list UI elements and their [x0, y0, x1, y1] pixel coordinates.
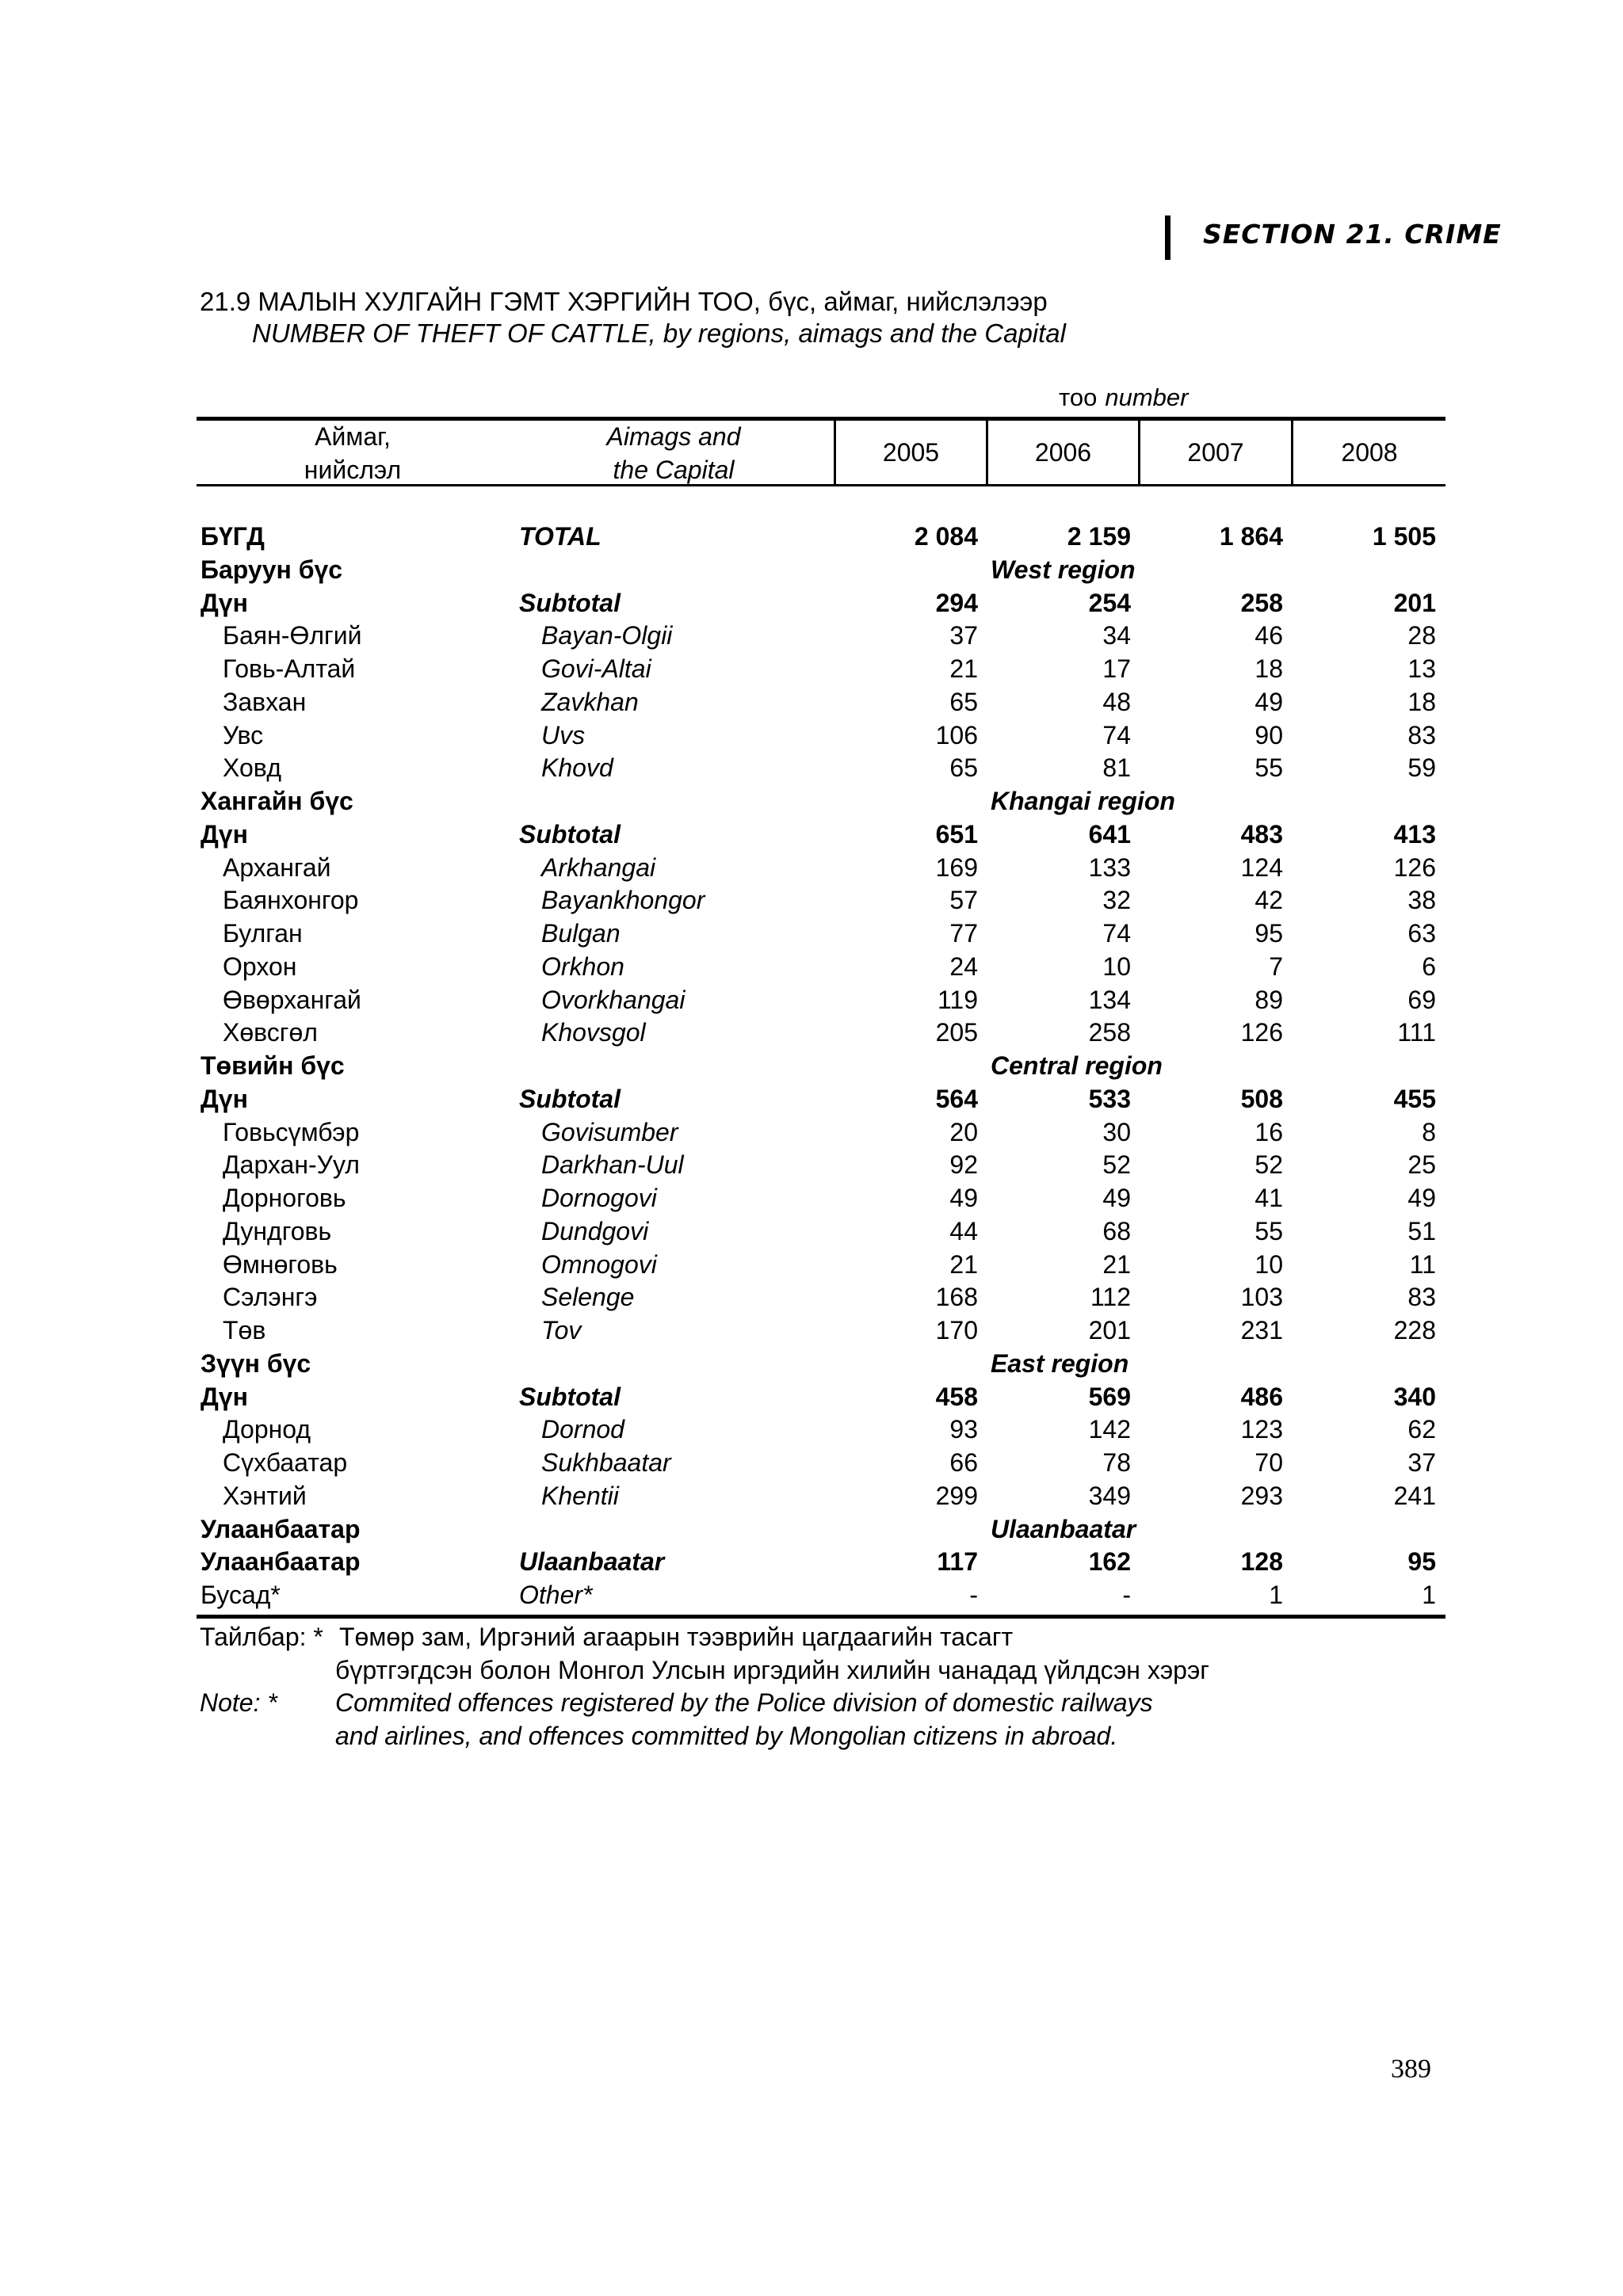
row-label-en: Zavkhan	[541, 687, 639, 716]
cell-value-2007: 128	[1240, 1547, 1283, 1577]
cell-value-2008: 59	[1407, 753, 1436, 783]
cell-value-2006: 48	[1102, 687, 1131, 716]
section-bar	[1165, 215, 1170, 260]
table-bottom-rule	[197, 1615, 1445, 1619]
table-row-region	[0, 1512, 1623, 1546]
section-title: SECTION 21. CRIME	[1203, 219, 1502, 250]
row-label-mn: Өвөрхангай	[223, 985, 361, 1014]
row-label-en: Govisumber	[541, 1117, 678, 1146]
cell-value-2005: 20	[949, 1117, 978, 1146]
row-label-en: Subtotal	[519, 1084, 621, 1113]
cell-value-2005: 21	[949, 654, 978, 683]
cell-value-2006: 34	[1102, 621, 1131, 650]
cell-value-2005: 49	[949, 1184, 978, 1212]
cell-value-2007: 1 864	[1219, 522, 1283, 551]
row-label-mn: Увс	[223, 720, 264, 749]
cell-value-2008: 69	[1407, 985, 1436, 1014]
table-row-item	[0, 917, 1623, 950]
row-label-mn: Булган	[223, 919, 303, 948]
cell-value-2005: 564	[935, 1084, 978, 1113]
row-label-mn: Ховд	[223, 753, 282, 783]
row-label-mn: Говьсүмбэр	[223, 1117, 360, 1146]
cell-value-2007: 89	[1254, 985, 1283, 1014]
row-label-mn: Завхан	[223, 687, 307, 716]
cell-value-2006: 17	[1102, 654, 1131, 683]
cell-value-2008: 455	[1393, 1084, 1436, 1113]
row-label-en: Khovd	[541, 753, 613, 783]
table-row-region	[0, 553, 1623, 586]
row-label-mn: Дүн	[200, 1382, 248, 1411]
cell-value-2006: 32	[1102, 886, 1131, 915]
table-row-item	[0, 1016, 1623, 1049]
row-label-mn: Хэнтий	[223, 1481, 307, 1510]
table-row-item	[0, 1148, 1623, 1181]
table-row-region	[0, 1049, 1623, 1082]
unit-label	[1059, 383, 1188, 412]
table-row-item	[0, 1181, 1623, 1215]
cell-value-2007: 10	[1254, 1249, 1283, 1279]
cell-value-2007: 103	[1240, 1283, 1283, 1312]
cell-value-2006: 21	[1102, 1249, 1131, 1279]
row-label-en: Omnogovi	[541, 1249, 657, 1279]
table-row-item	[0, 1116, 1623, 1149]
cell-value-2007: 52	[1254, 1150, 1283, 1180]
row-label-mn: Дундговь	[223, 1216, 332, 1245]
region-name-mn: Төвийн бүс	[200, 1051, 345, 1080]
header-col-mn	[273, 420, 432, 486]
row-label-en: Selenge	[541, 1283, 635, 1312]
note-text-en-2: and airlines, and offences committed by Mongolian citizens in abroad.	[335, 1722, 1118, 1750]
cell-value-2008: 241	[1393, 1481, 1436, 1510]
cell-value-2007: 70	[1254, 1448, 1283, 1477]
row-label-mn: Дүн	[200, 819, 248, 849]
table-row-item	[0, 719, 1623, 752]
cell-value-2006: 569	[1088, 1382, 1131, 1411]
cell-value-2008: 49	[1407, 1184, 1436, 1212]
row-label-en: Bayankhongor	[541, 886, 705, 915]
header-year: 2006	[1034, 438, 1092, 467]
cell-value-2005: 65	[949, 753, 978, 783]
cell-value-2008: 51	[1407, 1216, 1436, 1245]
cell-value-2008: 83	[1407, 1283, 1436, 1312]
row-label-en: Uvs	[541, 720, 586, 749]
header-year: 2007	[1187, 438, 1244, 467]
cell-value-2006: 49	[1102, 1184, 1131, 1212]
row-label-mn: Баянхонгор	[223, 886, 359, 915]
table-row-item	[0, 983, 1623, 1016]
table-row-subtotal	[0, 1082, 1623, 1116]
cell-value-2007: 55	[1254, 753, 1283, 783]
table-row-total	[0, 520, 1623, 553]
region-name-mn: Хангайн бүс	[200, 787, 353, 815]
cell-value-2008: 228	[1393, 1316, 1436, 1344]
cell-value-2007: 55	[1254, 1216, 1283, 1245]
cell-value-2006: 10	[1102, 952, 1131, 981]
table-row-item	[0, 1215, 1623, 1248]
cell-value-2008: 1	[1422, 1581, 1436, 1609]
region-name-en: East region	[991, 1348, 1129, 1378]
cell-value-2005: 169	[935, 852, 978, 882]
row-label-mn: Баян-Өлгий	[223, 621, 362, 650]
header-col-en-line1: Aimags and	[606, 422, 741, 451]
cell-value-2005: 651	[935, 819, 978, 849]
cell-value-2007: 293	[1240, 1481, 1283, 1510]
cell-value-2005: 117	[937, 1547, 978, 1577]
region-name-mn: Улаанбаатар	[200, 1514, 361, 1543]
row-label-en: Other*	[519, 1581, 593, 1609]
cell-value-2006: 533	[1088, 1084, 1131, 1113]
cell-value-2006: 142	[1088, 1415, 1131, 1444]
cell-value-2005: 57	[949, 886, 978, 915]
table-title-en: NUMBER OF THEFT OF CATTLE, by regions, aimags and the Capital	[252, 318, 1066, 348]
row-label-en: TOTAL	[519, 522, 601, 551]
cell-value-2006: 201	[1088, 1316, 1131, 1344]
cell-value-2008: 83	[1407, 720, 1436, 749]
table-row-subtotal	[0, 1380, 1623, 1413]
region-name-mn: Баруун бүс	[200, 555, 343, 584]
cell-value-2006: -	[1122, 1581, 1131, 1609]
cell-value-2005: 93	[949, 1415, 978, 1444]
cell-value-2007: 95	[1254, 919, 1283, 948]
row-label-mn: БҮГД	[200, 522, 265, 551]
region-name-en: Ulaanbaatar	[991, 1514, 1136, 1543]
cell-value-2006: 74	[1102, 720, 1131, 749]
row-label-en: Dornod	[541, 1415, 624, 1444]
row-label-en: Arkhangai	[541, 852, 656, 882]
cell-value-2006: 133	[1088, 852, 1131, 882]
cell-value-2007: 49	[1254, 687, 1283, 716]
cell-value-2005: 66	[949, 1448, 978, 1477]
unit-mn: тоо	[1059, 383, 1098, 411]
region-name-en: West region	[991, 555, 1136, 584]
row-label-mn: Дорнод	[223, 1415, 311, 1444]
cell-value-2008: 63	[1407, 919, 1436, 948]
cell-value-2006: 74	[1102, 919, 1131, 948]
cell-value-2008: 25	[1407, 1150, 1436, 1180]
table-row-item	[0, 751, 1623, 784]
cell-value-2007: 46	[1254, 621, 1283, 650]
table-row-other	[0, 1578, 1623, 1611]
region-name-en: Khangai region	[991, 787, 1175, 815]
row-label-en: Govi-Altai	[541, 654, 651, 683]
cell-value-2006: 134	[1088, 985, 1131, 1014]
cell-value-2008: 37	[1407, 1448, 1436, 1477]
cell-value-2005: 37	[949, 621, 978, 650]
cell-value-2007: 231	[1240, 1316, 1283, 1344]
table-row-item	[0, 1446, 1623, 1479]
cell-value-2007: 486	[1240, 1382, 1283, 1411]
row-label-en: Ulaanbaatar	[519, 1547, 665, 1577]
row-label-en: Dornogovi	[541, 1184, 657, 1212]
row-label-en: Orkhon	[541, 952, 624, 981]
table-row-item	[0, 851, 1623, 884]
table-row-item	[0, 883, 1623, 917]
cell-value-2005: 458	[935, 1382, 978, 1411]
cell-value-2007: 41	[1254, 1184, 1283, 1212]
cell-value-2008: 1 505	[1372, 522, 1436, 551]
cell-value-2008: 340	[1393, 1382, 1436, 1411]
table-row-subtotal	[0, 586, 1623, 620]
cell-value-2006: 162	[1088, 1547, 1131, 1577]
cell-value-2008: 413	[1393, 819, 1436, 849]
cell-value-2008: 11	[1409, 1249, 1436, 1279]
cell-value-2005: -	[969, 1581, 978, 1609]
row-label-en: Khentii	[541, 1481, 619, 1510]
table-row-item	[0, 685, 1623, 719]
cell-value-2008: 28	[1407, 621, 1436, 650]
cell-value-2006: 78	[1102, 1448, 1131, 1477]
cell-value-2008: 201	[1393, 588, 1436, 617]
row-label-en: Sukhbaatar	[541, 1448, 671, 1477]
cell-value-2008: 38	[1407, 886, 1436, 915]
table-row-region	[0, 1347, 1623, 1380]
row-label-en: Subtotal	[519, 588, 621, 617]
cell-value-2005: 299	[935, 1481, 978, 1510]
cell-value-2005: 65	[949, 687, 978, 716]
header-col-mn-line1: Аймаг,	[315, 422, 391, 451]
row-label-mn: Сүхбаатар	[223, 1448, 348, 1477]
table-row-item	[0, 1413, 1623, 1446]
row-label-mn: Өмнөговь	[223, 1249, 338, 1279]
table-row-item	[0, 619, 1623, 652]
table-row-item	[0, 1280, 1623, 1314]
cell-value-2005: 168	[935, 1283, 978, 1312]
cell-value-2005: 24	[949, 952, 978, 981]
header-year: 2008	[1341, 438, 1398, 467]
cell-value-2005: 294	[935, 588, 978, 617]
note-text-en-1: Commited offences registered by the Police division of domestic railways	[335, 1688, 1153, 1717]
row-label-mn: Хөвсгөл	[223, 1018, 318, 1047]
table-row-item	[0, 950, 1623, 983]
cell-value-2008: 6	[1422, 952, 1436, 981]
cell-value-2005: 44	[949, 1216, 978, 1245]
row-label-en: Subtotal	[519, 1382, 621, 1411]
cell-value-2007: 42	[1254, 886, 1283, 915]
cell-value-2007: 124	[1240, 852, 1283, 882]
row-label-en: Bayan-Olgii	[541, 621, 673, 650]
cell-value-2005: 92	[949, 1150, 978, 1180]
cell-value-2005: 77	[949, 919, 978, 948]
cell-value-2008: 8	[1422, 1117, 1436, 1146]
row-label-en: Ovorkhangai	[541, 985, 685, 1014]
row-label-mn: Сэлэнгэ	[223, 1283, 318, 1312]
cell-value-2007: 508	[1240, 1084, 1283, 1113]
row-label-en: Bulgan	[541, 919, 621, 948]
table-row-subtotal	[0, 1545, 1623, 1578]
row-label-mn: Бусад*	[200, 1581, 281, 1609]
row-label-en: Dundgovi	[541, 1216, 649, 1245]
region-name-en: Central region	[991, 1051, 1163, 1080]
note-label-en: Note: *	[200, 1688, 277, 1717]
cell-value-2007: 126	[1240, 1018, 1283, 1047]
row-label-mn: Дорноговь	[223, 1184, 346, 1212]
note-label-mn: Тайлбар: *	[200, 1623, 323, 1651]
row-label-mn: Говь-Алтай	[223, 654, 356, 683]
cell-value-2007: 123	[1240, 1415, 1283, 1444]
cell-value-2006: 349	[1088, 1481, 1131, 1510]
row-label-mn: Улаанбаатар	[200, 1547, 361, 1577]
header-col-mn-line2: нийслэл	[304, 456, 402, 484]
cell-value-2008: 95	[1407, 1547, 1436, 1577]
cell-value-2008: 18	[1407, 687, 1436, 716]
cell-value-2005: 205	[935, 1018, 978, 1047]
cell-value-2007: 258	[1240, 588, 1283, 617]
cell-value-2006: 30	[1102, 1117, 1131, 1146]
header-col-en-line2: the Capital	[613, 456, 735, 484]
table-row-item	[0, 1248, 1623, 1281]
cell-value-2006: 52	[1102, 1150, 1131, 1180]
row-label-mn: Орхон	[223, 952, 297, 981]
table-row-item	[0, 1479, 1623, 1512]
header-year: 2005	[882, 438, 940, 467]
row-label-en: Subtotal	[519, 819, 621, 849]
cell-value-2007: 18	[1254, 654, 1283, 683]
cell-value-2005: 2 084	[914, 522, 978, 551]
page-number: 389	[1391, 2054, 1431, 2084]
cell-value-2007: 7	[1269, 952, 1283, 981]
row-label-mn: Дархан-Уул	[223, 1150, 360, 1180]
unit-en: number	[1105, 383, 1189, 411]
row-label-mn: Дүн	[200, 1084, 248, 1113]
header-col-en	[586, 420, 761, 486]
row-label-en: Darkhan-Uul	[541, 1150, 684, 1180]
cell-value-2005: 170	[935, 1316, 978, 1344]
cell-value-2008: 126	[1393, 852, 1436, 882]
cell-value-2007: 16	[1254, 1117, 1283, 1146]
table-row-subtotal	[0, 818, 1623, 851]
cell-value-2007: 1	[1269, 1581, 1283, 1609]
cell-value-2005: 119	[937, 985, 978, 1014]
table-row-region	[0, 784, 1623, 818]
row-label-mn: Дүн	[200, 588, 248, 617]
row-label-en: Khovsgol	[541, 1018, 646, 1047]
cell-value-2006: 258	[1088, 1018, 1131, 1047]
cell-value-2006: 2 159	[1067, 522, 1131, 551]
table-row-item	[0, 1314, 1623, 1347]
region-name-mn: Зүүн бүс	[200, 1348, 311, 1378]
cell-value-2008: 62	[1407, 1415, 1436, 1444]
row-label-en: Tov	[541, 1316, 582, 1344]
cell-value-2007: 483	[1240, 819, 1283, 849]
cell-value-2006: 112	[1090, 1283, 1131, 1312]
cell-value-2006: 81	[1102, 753, 1131, 783]
row-label-mn: Төв	[223, 1316, 266, 1344]
table-row-item	[0, 652, 1623, 685]
note-text-mn-1: Төмөр зам, Иргэний агаарын тээврийн цагдаагийн тасагт	[339, 1623, 1014, 1651]
cell-value-2005: 21	[949, 1249, 978, 1279]
cell-value-2008: 13	[1407, 654, 1436, 683]
note-text-mn-2: бүртгэгдсэн болон Монгол Улсын иргэдийн хилийн чанадад үйлдсэн хэрэг	[335, 1656, 1209, 1684]
cell-value-2007: 90	[1254, 720, 1283, 749]
row-label-mn: Архангай	[223, 852, 331, 882]
table-title-mn: 21.9 МАЛЫН ХУЛГАЙН ГЭМТ ХЭРГИЙН ТОО, бүс, аймаг, нийслэлээр	[200, 287, 1048, 316]
cell-value-2005: 106	[935, 720, 978, 749]
cell-value-2006: 68	[1102, 1216, 1131, 1245]
cell-value-2006: 254	[1088, 588, 1131, 617]
cell-value-2008: 111	[1397, 1018, 1436, 1047]
cell-value-2006: 641	[1088, 819, 1131, 849]
